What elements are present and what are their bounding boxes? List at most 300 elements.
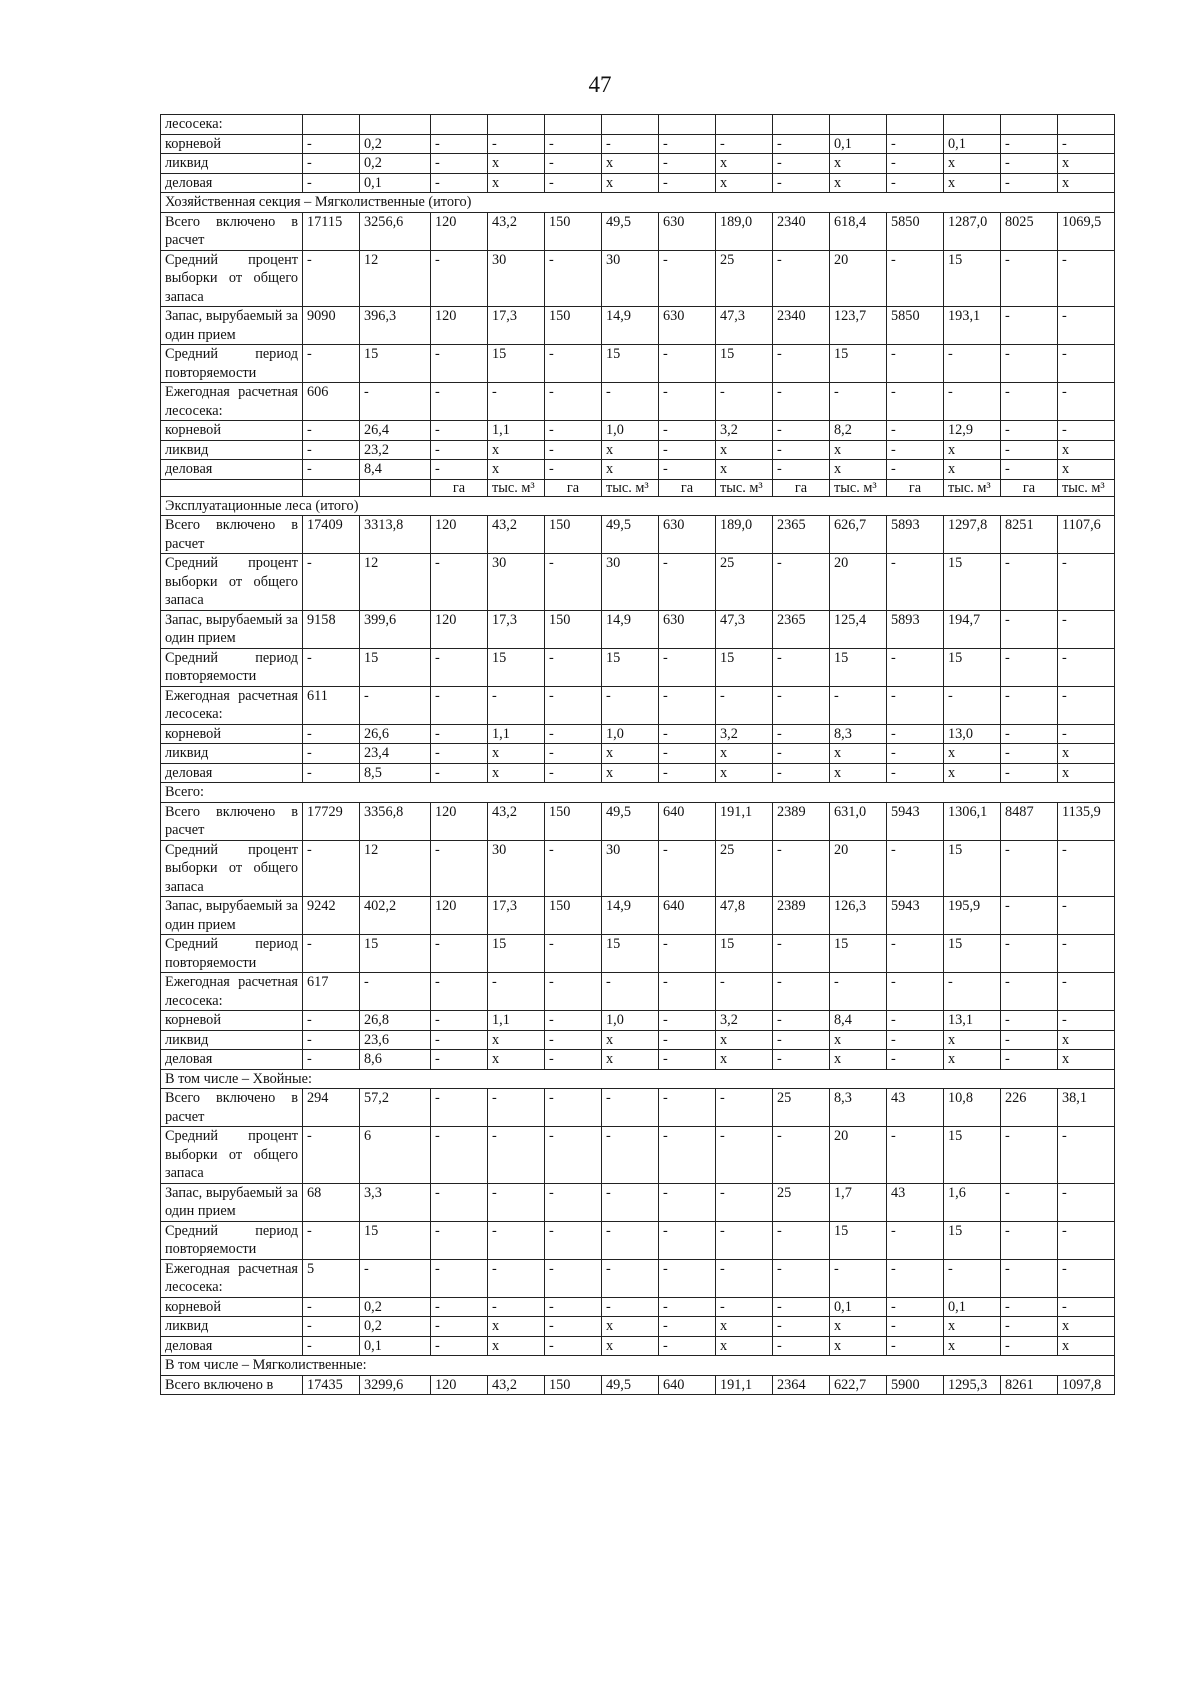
table-cell: 15	[830, 345, 887, 383]
table-cell: 1,1	[488, 724, 545, 744]
table-cell: -	[887, 763, 944, 783]
table-cell: -	[431, 1030, 488, 1050]
table-cell: -	[659, 840, 716, 897]
table-cell: 3,2	[716, 1011, 773, 1031]
table-cell: 8,4	[830, 1011, 887, 1031]
table-cell: -	[303, 1030, 360, 1050]
table-cell: 20	[830, 554, 887, 611]
table-cell: -	[303, 1011, 360, 1031]
table-cell: -	[1001, 1050, 1058, 1070]
table-cell: 20	[830, 840, 887, 897]
table-cell: х	[830, 173, 887, 193]
table-cell: х	[1058, 440, 1115, 460]
table-cell: -	[303, 460, 360, 480]
table-cell: 17,3	[488, 307, 545, 345]
table-cell: х	[602, 1336, 659, 1356]
table-cell: 1297,8	[944, 516, 1001, 554]
unit-cell: га	[773, 479, 830, 496]
table-cell: 8,3	[830, 1089, 887, 1127]
table-cell: -	[360, 973, 431, 1011]
table-cell: -	[488, 1183, 545, 1221]
row-label: корневой	[161, 421, 303, 441]
table-cell: х	[830, 1050, 887, 1070]
table-cell: -	[360, 686, 431, 724]
table-cell: 25	[773, 1089, 830, 1127]
table-cell: -	[303, 440, 360, 460]
table-cell: 68	[303, 1183, 360, 1221]
table-cell: 17115	[303, 212, 360, 250]
row-label: деловая	[161, 1050, 303, 1070]
table-cell: -	[545, 440, 602, 460]
table-cell: -	[303, 421, 360, 441]
table-cell: 194,7	[944, 610, 1001, 648]
table-cell: 57,2	[360, 1089, 431, 1127]
table-cell: 17409	[303, 516, 360, 554]
section-title: В том числе – Мягколиственные:	[161, 1356, 1115, 1376]
table-row	[161, 516, 1115, 554]
row-label: ликвид	[161, 1030, 303, 1050]
table-cell: 8,4	[360, 460, 431, 480]
table-cell: 30	[602, 250, 659, 307]
table-cell: -	[1001, 610, 1058, 648]
table-cell: 606	[303, 383, 360, 421]
table-cell: 640	[659, 802, 716, 840]
table-cell: -	[1001, 897, 1058, 935]
table-cell: -	[887, 1259, 944, 1297]
table-cell: 49,5	[602, 212, 659, 250]
table-cell: 1,0	[602, 1011, 659, 1031]
table-cell: -	[431, 154, 488, 174]
table-cell: х	[488, 173, 545, 193]
table-cell: 120	[431, 307, 488, 345]
table-cell: х	[488, 440, 545, 460]
row-label: Ежегодная расчетная лесосека:	[161, 1259, 303, 1297]
table-cell: -	[602, 1127, 659, 1184]
table-cell: -	[773, 1259, 830, 1297]
row-label: Ежегодная расчетная лесосека:	[161, 973, 303, 1011]
table-cell: -	[944, 973, 1001, 1011]
table-cell: 8,2	[830, 421, 887, 441]
table-cell: -	[1001, 421, 1058, 441]
table-row	[161, 1336, 1115, 1356]
table-row	[161, 345, 1115, 383]
table-cell: х	[602, 1317, 659, 1337]
table-cell: -	[545, 1011, 602, 1031]
table-cell: -	[716, 1259, 773, 1297]
table-cell: х	[716, 1030, 773, 1050]
table-cell: 150	[545, 516, 602, 554]
table-cell: 1069,5	[1058, 212, 1115, 250]
table-cell: х	[830, 440, 887, 460]
table-cell: -	[1001, 173, 1058, 193]
table-row	[161, 973, 1115, 1011]
table-body	[161, 115, 1115, 1395]
table-cell: -	[830, 973, 887, 1011]
table-cell: 9158	[303, 610, 360, 648]
table-cell: -	[1058, 935, 1115, 973]
table-cell: 193,1	[944, 307, 1001, 345]
table-cell: -	[1058, 610, 1115, 648]
table-cell: -	[303, 744, 360, 764]
table-cell: -	[602, 1221, 659, 1259]
table-cell: -	[488, 1089, 545, 1127]
table-row	[161, 724, 1115, 744]
table-cell: -	[659, 1127, 716, 1184]
row-label: деловая	[161, 173, 303, 193]
table-cell: х	[944, 1317, 1001, 1337]
table-cell: -	[431, 1221, 488, 1259]
table-cell: -	[602, 1089, 659, 1127]
table-cell: -	[1001, 345, 1058, 383]
table-cell: -	[659, 554, 716, 611]
table-cell: -	[602, 134, 659, 154]
table-cell: -	[887, 554, 944, 611]
table-cell: -	[431, 1183, 488, 1221]
table-cell: 2364	[773, 1375, 830, 1395]
section-title: В том числе – Хвойные:	[161, 1069, 1115, 1089]
table-cell: 30	[602, 840, 659, 897]
table-cell: 26,4	[360, 421, 431, 441]
table-cell: 3256,6	[360, 212, 431, 250]
table-cell: -	[659, 935, 716, 973]
table-cell: -	[1058, 421, 1115, 441]
table-cell	[944, 115, 1001, 135]
table-cell: 150	[545, 307, 602, 345]
table-cell: 15	[488, 935, 545, 973]
table-cell: х	[1058, 460, 1115, 480]
table-row	[161, 1221, 1115, 1259]
row-label: ликвид	[161, 154, 303, 174]
table-cell: 20	[830, 250, 887, 307]
table-cell: х	[488, 1030, 545, 1050]
table-cell: -	[887, 1011, 944, 1031]
table-cell: -	[659, 724, 716, 744]
table-cell: х	[716, 173, 773, 193]
table-cell: х	[602, 1030, 659, 1050]
table-cell: -	[431, 421, 488, 441]
table-cell	[488, 115, 545, 135]
table-cell: -	[1001, 648, 1058, 686]
table-cell: 5850	[887, 307, 944, 345]
table-cell: 1306,1	[944, 802, 1001, 840]
table-cell	[773, 115, 830, 135]
table-cell: -	[659, 763, 716, 783]
table-cell: -	[1058, 840, 1115, 897]
table-cell: 1,0	[602, 421, 659, 441]
table-cell: 8,5	[360, 763, 431, 783]
table-cell: 630	[659, 516, 716, 554]
table-cell: 15	[944, 935, 1001, 973]
table-cell: х	[830, 763, 887, 783]
table-cell: 640	[659, 897, 716, 935]
table-cell: -	[773, 935, 830, 973]
table-cell: -	[1001, 1297, 1058, 1317]
table-cell: -	[716, 686, 773, 724]
table-cell: 1135,9	[1058, 802, 1115, 840]
table-cell: 15	[944, 840, 1001, 897]
table-cell: 15	[360, 935, 431, 973]
table-cell: -	[887, 840, 944, 897]
table-cell: -	[431, 935, 488, 973]
table-cell: 631,0	[830, 802, 887, 840]
table-cell: х	[716, 763, 773, 783]
table-cell: 630	[659, 307, 716, 345]
table-cell: 3299,6	[360, 1375, 431, 1395]
table-cell: 12	[360, 840, 431, 897]
table-row	[161, 134, 1115, 154]
table-cell: -	[488, 1259, 545, 1297]
table-cell: -	[1001, 554, 1058, 611]
table-cell: 630	[659, 610, 716, 648]
table-cell: х	[944, 763, 1001, 783]
table-cell: х	[602, 440, 659, 460]
unit-row	[161, 479, 1115, 496]
table-cell: -	[545, 1317, 602, 1337]
table-cell: 26,6	[360, 724, 431, 744]
table-cell: 1,6	[944, 1183, 1001, 1221]
table-cell: -	[773, 134, 830, 154]
table-cell: -	[545, 554, 602, 611]
table-cell: -	[773, 460, 830, 480]
table-cell: -	[944, 383, 1001, 421]
row-label: деловая	[161, 763, 303, 783]
table-cell: 2340	[773, 307, 830, 345]
table-cell: -	[431, 1336, 488, 1356]
table-cell: -	[716, 1127, 773, 1184]
table-cell: -	[659, 440, 716, 460]
table-cell: х	[716, 1050, 773, 1070]
table-cell: -	[659, 1183, 716, 1221]
table-cell: -	[659, 1336, 716, 1356]
table-cell: 26,8	[360, 1011, 431, 1031]
table-cell: х	[602, 1050, 659, 1070]
table-cell: 47,8	[716, 897, 773, 935]
table-cell: х	[1058, 1336, 1115, 1356]
table-cell: 150	[545, 897, 602, 935]
table-cell: 0,1	[360, 1336, 431, 1356]
table-cell: 126,3	[830, 897, 887, 935]
section-header-row	[161, 496, 1115, 516]
table-cell: -	[431, 744, 488, 764]
table-cell: -	[659, 1011, 716, 1031]
table-cell: х	[944, 460, 1001, 480]
table-cell: -	[773, 686, 830, 724]
table-cell: -	[773, 744, 830, 764]
table-cell: -	[1058, 973, 1115, 1011]
row-label: корневой	[161, 724, 303, 744]
table-cell: -	[431, 250, 488, 307]
table-cell: -	[303, 1127, 360, 1184]
table-cell: -	[1058, 1183, 1115, 1221]
table-cell: х	[602, 154, 659, 174]
table-cell: 294	[303, 1089, 360, 1127]
table-cell: -	[773, 1336, 830, 1356]
table-cell: 125,4	[830, 610, 887, 648]
table-cell: -	[602, 1259, 659, 1297]
table-cell: -	[602, 383, 659, 421]
table-cell: 150	[545, 1375, 602, 1395]
table-cell: 1097,8	[1058, 1375, 1115, 1395]
table-cell: -	[303, 648, 360, 686]
table-cell: -	[773, 383, 830, 421]
table-cell: -	[659, 250, 716, 307]
table-cell: -	[1001, 1183, 1058, 1221]
table-cell: -	[431, 460, 488, 480]
table-cell: х	[1058, 173, 1115, 193]
table-cell: -	[1001, 440, 1058, 460]
table-cell: -	[488, 1221, 545, 1259]
table-cell: х	[944, 173, 1001, 193]
table-cell: 23,4	[360, 744, 431, 764]
table-cell: 15	[488, 345, 545, 383]
row-label: Всего включено в расчет	[161, 802, 303, 840]
row-label: Средний период повторяемости	[161, 648, 303, 686]
row-label: ликвид	[161, 440, 303, 460]
table-cell: -	[716, 383, 773, 421]
table-cell: -	[431, 724, 488, 744]
unit-cell: тыс. м³	[602, 479, 659, 496]
table-cell: -	[431, 345, 488, 383]
table-cell: -	[659, 1297, 716, 1317]
table-cell: 399,6	[360, 610, 431, 648]
table-cell: -	[773, 763, 830, 783]
table-cell: -	[659, 173, 716, 193]
table-cell: -	[431, 973, 488, 1011]
table-cell: 0,2	[360, 134, 431, 154]
table-cell: -	[773, 154, 830, 174]
table-cell: 9090	[303, 307, 360, 345]
table-cell: -	[545, 154, 602, 174]
row-label: Всего включено в расчет	[161, 516, 303, 554]
table-cell: -	[830, 686, 887, 724]
table-cell: -	[545, 173, 602, 193]
table-cell: х	[488, 1317, 545, 1337]
table-cell: 611	[303, 686, 360, 724]
table-row	[161, 802, 1115, 840]
forest-harvest-table	[160, 114, 1115, 1395]
table-cell: -	[944, 686, 1001, 724]
row-label: деловая	[161, 460, 303, 480]
table-cell: -	[1058, 1011, 1115, 1031]
table-cell: -	[1058, 724, 1115, 744]
table-row	[161, 648, 1115, 686]
table-cell: -	[1058, 250, 1115, 307]
table-cell: -	[887, 744, 944, 764]
table-cell: -	[659, 421, 716, 441]
row-label: Средний процент выборки от общего запаса	[161, 1127, 303, 1184]
table-cell: 396,3	[360, 307, 431, 345]
table-cell: х	[716, 154, 773, 174]
table-row	[161, 763, 1115, 783]
table-cell: 2389	[773, 897, 830, 935]
table-cell: -	[545, 1050, 602, 1070]
table-cell: -	[773, 1030, 830, 1050]
table-cell: -	[545, 744, 602, 764]
row-label: Запас, вырубаемый за один прием	[161, 897, 303, 935]
table-row	[161, 686, 1115, 724]
table-cell: 49,5	[602, 516, 659, 554]
table-cell: 191,1	[716, 1375, 773, 1395]
table-cell: 15	[944, 250, 1001, 307]
table-cell: х	[1058, 154, 1115, 174]
table-cell: -	[1058, 686, 1115, 724]
table-cell: -	[431, 1259, 488, 1297]
table-cell: х	[830, 744, 887, 764]
table-cell: -	[1001, 1011, 1058, 1031]
table-cell: х	[602, 173, 659, 193]
table-cell: 13,1	[944, 1011, 1001, 1031]
table-cell: х	[1058, 1050, 1115, 1070]
table-cell: 1,7	[830, 1183, 887, 1221]
table-cell: -	[1001, 383, 1058, 421]
table-cell: 15	[716, 345, 773, 383]
table-cell: -	[303, 134, 360, 154]
table-cell: -	[1001, 686, 1058, 724]
table-cell: 402,2	[360, 897, 431, 935]
table-cell: -	[602, 686, 659, 724]
table-cell: -	[488, 973, 545, 1011]
table-row	[161, 154, 1115, 174]
table-row	[161, 610, 1115, 648]
table-cell: -	[545, 1183, 602, 1221]
table-cell: -	[1001, 1259, 1058, 1297]
table-cell: 150	[545, 610, 602, 648]
table-cell: -	[1058, 134, 1115, 154]
table-cell: 2340	[773, 212, 830, 250]
table-cell: 3313,8	[360, 516, 431, 554]
table-cell: х	[716, 440, 773, 460]
table-cell: -	[545, 935, 602, 973]
table-cell: -	[1058, 1259, 1115, 1297]
table-cell	[360, 115, 431, 135]
table-cell: 30	[488, 250, 545, 307]
table-cell: 25	[716, 250, 773, 307]
table-cell: -	[303, 173, 360, 193]
table-cell: 630	[659, 212, 716, 250]
table-cell: 15	[360, 648, 431, 686]
table-row	[161, 935, 1115, 973]
table-cell: -	[1001, 973, 1058, 1011]
row-label: Всего включено в расчет	[161, 212, 303, 250]
table-cell: -	[488, 686, 545, 724]
table-cell: -	[659, 1089, 716, 1127]
table-cell: -	[545, 250, 602, 307]
table-cell: 17,3	[488, 610, 545, 648]
table-cell: -	[659, 383, 716, 421]
table-cell: 43,2	[488, 1375, 545, 1395]
table-cell: -	[944, 345, 1001, 383]
table-row	[161, 212, 1115, 250]
table-cell: -	[1001, 1336, 1058, 1356]
table-cell: -	[773, 173, 830, 193]
table-cell: -	[773, 648, 830, 686]
table-cell: 9242	[303, 897, 360, 935]
table-cell: -	[431, 763, 488, 783]
table-cell: -	[431, 440, 488, 460]
unit-row-label	[161, 479, 303, 496]
table-cell: -	[659, 648, 716, 686]
table-cell: -	[545, 724, 602, 744]
table-cell: -	[716, 1183, 773, 1221]
table-cell: -	[431, 648, 488, 686]
unit-cell: тыс. м³	[488, 479, 545, 496]
table-cell: х	[944, 744, 1001, 764]
row-label: ликвид	[161, 744, 303, 764]
table-row	[161, 421, 1115, 441]
table-cell: 15	[602, 648, 659, 686]
table-cell: х	[602, 744, 659, 764]
table-cell: -	[830, 1259, 887, 1297]
